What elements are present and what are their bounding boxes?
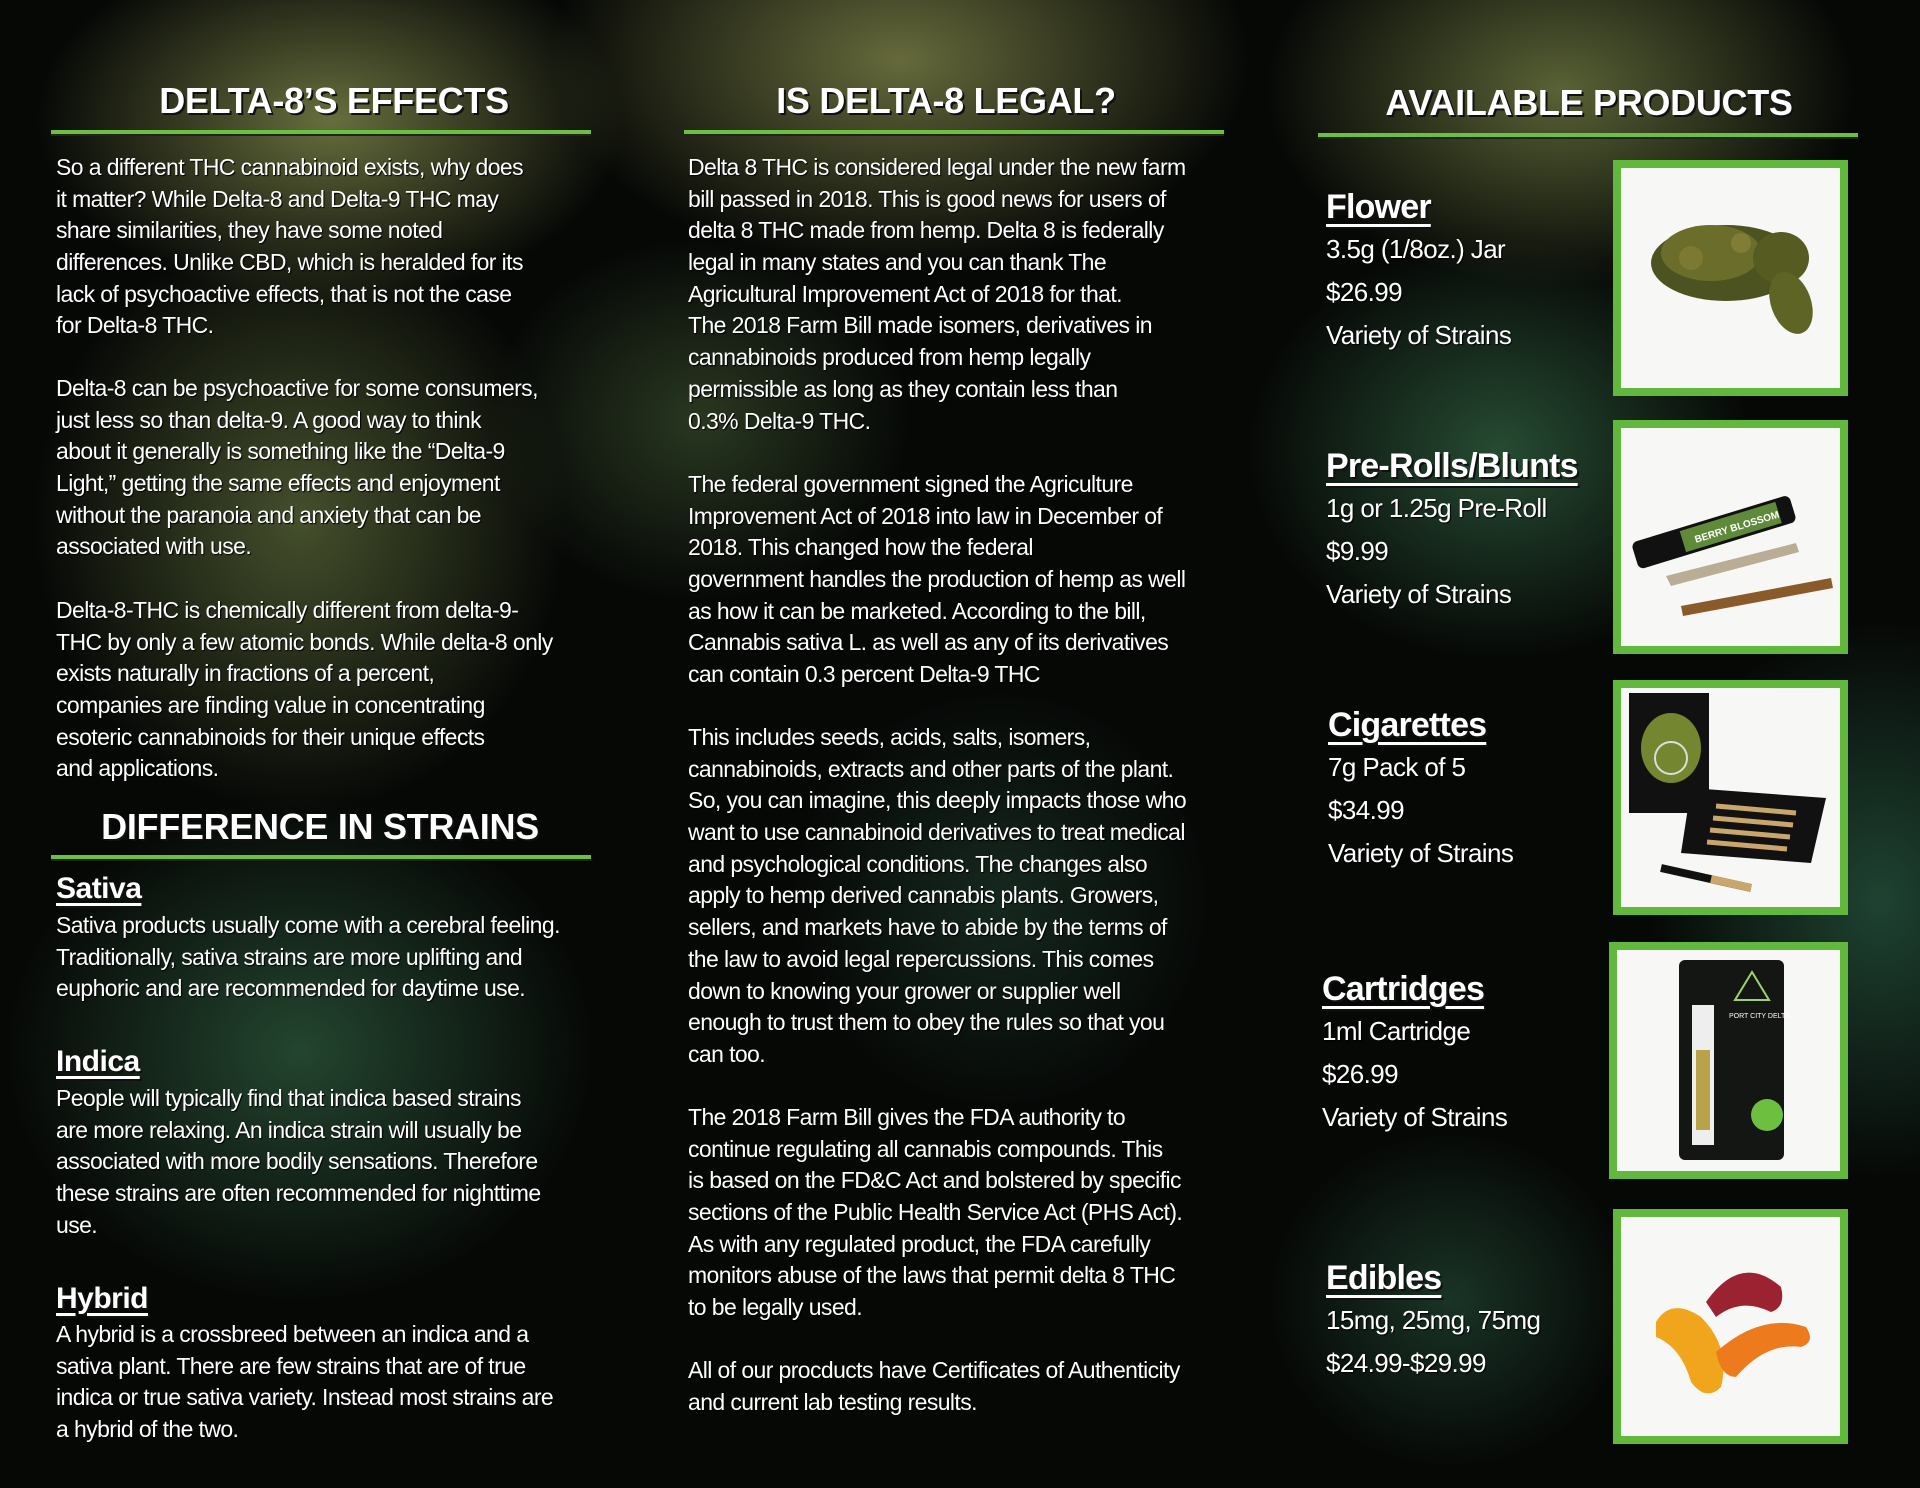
text-line: and psychological conditions. The changes also — [688, 850, 1148, 877]
text-line: Light,” getting the same effects and enjoyment — [56, 470, 500, 497]
legal-heading: IS DELTA-8 LEGAL? — [776, 80, 1116, 121]
text-line: down to knowing your grower or supplier well — [688, 977, 1121, 1004]
product-variety: Variety of Strains — [1326, 579, 1512, 609]
text-line: government handles the production of hemp as well — [688, 566, 1186, 593]
text-line: use. — [56, 1211, 98, 1238]
text-line: THC by only a few atomic bonds. While delta-8 only — [56, 628, 553, 655]
product-price: $24.99-$29.99 — [1326, 1348, 1486, 1378]
text-line: and applications. — [56, 755, 219, 782]
text-line: The 2018 Farm Bill made isomers, derivatives in — [688, 312, 1152, 339]
product-size: 7g Pack of 5 — [1328, 752, 1466, 782]
strain-description — [56, 910, 560, 1005]
product-title-cartridges: Cartridges — [1322, 970, 1485, 1008]
text-line: can contain 0.3 percent Delta-9 THC — [688, 661, 1040, 688]
text-line: Delta-8-THC is chemically different from delta-9- — [56, 597, 519, 623]
text-line: the law to avoid legal repercussions. This comes — [688, 945, 1154, 972]
text-line: sellers, and markets have to abide by the terms of — [688, 914, 1167, 941]
text-line: 0.3% Delta-9 THC. — [688, 407, 871, 434]
text-line: Cannabis sativa L. as well as any of its derivatives — [688, 629, 1169, 656]
strain-description — [56, 1319, 553, 1446]
paragraph — [688, 1102, 1182, 1324]
text-line: A hybrid is a crossbreed between an indica and a — [56, 1321, 529, 1347]
text-line: is based on the FD&C Act and bolstered by specific — [688, 1167, 1181, 1194]
text-line: exists naturally in fractions of a percent, — [56, 660, 435, 687]
product-title-flower: Flower — [1326, 188, 1431, 226]
text-line: So a different THC cannabinoid exists, why does — [56, 154, 524, 180]
paragraph — [56, 595, 553, 785]
heading-divider — [51, 130, 591, 134]
text-line: companies are finding value in concentrating — [56, 692, 485, 719]
text-line: continue regulating all cannabis compounds. This — [688, 1135, 1163, 1162]
text-line: sativa plant. There are few strains that are of true — [56, 1352, 526, 1379]
text-line: legal in many states and you can thank The — [688, 249, 1107, 276]
product-size: 3.5g (1/8oz.) Jar — [1326, 234, 1506, 264]
product-price: $9.99 — [1326, 536, 1389, 566]
text-line: 2018. This changed how the federal — [688, 534, 1033, 561]
text-line: The 2018 Farm Bill gives the FDA authority to — [688, 1104, 1126, 1130]
text-line: as how it can be marketed. According to the bill, — [688, 597, 1146, 624]
text-line: just less so than delta-9. A good way to think — [56, 406, 482, 433]
cartridge-image — [1609, 942, 1848, 1179]
product-title-edibles: Edibles — [1326, 1259, 1442, 1297]
flower-image — [1613, 160, 1848, 396]
text-line: All of our procducts have Certificates of Authenticity — [688, 1357, 1180, 1383]
text-line: are more relaxing. An indica strain will usually be — [56, 1116, 522, 1143]
product-title-cigarettes: Cigarettes — [1328, 706, 1487, 744]
effects-heading: DELTA-8’S EFFECTS — [159, 80, 509, 121]
text-line: it matter? While Delta-8 and Delta-9 THC may — [56, 185, 499, 212]
product-size: 15mg, 25mg, 75mg — [1326, 1305, 1541, 1335]
pre-roll-tube-label: BERRY BLOSSOM — [1693, 509, 1781, 546]
text-line: and current lab testing results. — [688, 1388, 977, 1415]
cartridge-brand-label: PORT CITY DELTA — [1729, 1013, 1790, 1020]
paragraph — [688, 1355, 1180, 1418]
text-line: these strains are often recommended for nighttime — [56, 1180, 541, 1207]
text-line: People will typically find that indica based strains — [56, 1085, 521, 1111]
text-line: enough to trust them to obey the rules so that you — [688, 1009, 1165, 1036]
text-line: monitors abuse of the laws that permit delta 8 THC — [688, 1262, 1176, 1289]
heading-divider — [684, 130, 1224, 134]
paragraph — [56, 373, 538, 563]
text-line: As with any regulated product, the FDA carefully — [688, 1230, 1151, 1257]
text-line: Delta-8 can be psychoactive for some consumers, — [56, 375, 538, 401]
product-variety: Variety of Strains — [1328, 838, 1514, 868]
text-line: This includes seeds, acids, salts, isomers, — [688, 724, 1091, 750]
text-line: apply to hemp derived cannabis plants. Growers, — [688, 882, 1159, 909]
text-line: want to use cannabinoid derivatives to treat medical — [688, 819, 1185, 846]
text-line: associated with more bodily sensations. Therefore — [56, 1148, 538, 1175]
paragraph — [56, 152, 523, 342]
strain-title-indica: Indica — [56, 1045, 140, 1078]
product-variety: Variety of Strains — [1322, 1102, 1508, 1132]
text-line: So, you can imagine, this deeply impacts those who — [688, 787, 1187, 814]
text-line: The federal government signed the Agriculture — [688, 471, 1133, 497]
product-size: 1g or 1.25g Pre-Roll — [1326, 493, 1547, 523]
strain-description — [56, 1083, 541, 1241]
strain-title-hybrid: Hybrid — [56, 1282, 149, 1315]
text-line: differences. Unlike CBD, which is heralded for its — [56, 249, 523, 276]
product-size: 1ml Cartridge — [1322, 1016, 1471, 1046]
text-line: bill passed in 2018. This is good news for users of — [688, 185, 1166, 212]
products-heading: AVAILABLE PRODUCTS — [1385, 82, 1793, 123]
text-line: Sativa products usually come with a cerebral feeling. — [56, 912, 560, 938]
text-line: permissible as long as they contain less than — [688, 375, 1118, 402]
text-line: Agricultural Improvement Act of 2018 for that. — [688, 280, 1122, 307]
pre-roll-image — [1613, 420, 1848, 654]
strains-heading: DIFFERENCE IN STRAINS — [101, 806, 539, 847]
text-line: euphoric and are recommended for daytime use. — [56, 975, 526, 1002]
text-line: esoteric cannabinoids for their unique effects — [56, 723, 485, 750]
text-line: Delta 8 THC is considered legal under the new farm — [688, 154, 1186, 180]
text-line: sections of the Public Health Service Act (PHS Act). — [688, 1199, 1183, 1226]
text-line: Improvement Act of 2018 into law in December of — [688, 502, 1163, 529]
product-variety: Variety of Strains — [1326, 320, 1512, 350]
text-line: about it generally is something like the “Delta-9 — [56, 438, 505, 465]
product-price: $34.99 — [1328, 795, 1404, 825]
cigarettes-image — [1613, 680, 1848, 915]
text-line: to be legally used. — [688, 1294, 863, 1321]
paragraph — [688, 469, 1185, 691]
text-line: share similarities, they have some noted — [56, 217, 443, 244]
product-price: $26.99 — [1322, 1059, 1398, 1089]
heading-divider — [1318, 133, 1858, 137]
text-line: Traditionally, sativa strains are more uplifting and — [56, 943, 523, 970]
text-line: cannabinoids, extracts and other parts of the plant. — [688, 755, 1174, 782]
text-line: indica or true sativa variety. Instead most strains are — [56, 1384, 554, 1411]
text-line: without the paranoia and anxiety that can be — [56, 501, 481, 528]
text-line: a hybrid of the two. — [56, 1416, 239, 1443]
text-line: lack of psychoactive effects, that is not the case — [56, 280, 512, 307]
edibles-image — [1613, 1209, 1848, 1444]
product-title-pre-rolls-blunts: Pre-Rolls/Blunts — [1326, 447, 1578, 485]
product-price: $26.99 — [1326, 277, 1402, 307]
text-line: for Delta-8 THC. — [56, 312, 214, 339]
heading-divider — [51, 855, 591, 859]
text-line: associated with use. — [56, 533, 252, 560]
paragraph — [688, 152, 1186, 437]
text-line: delta 8 THC made from hemp. Delta 8 is federally — [688, 217, 1164, 244]
strain-title-sativa: Sativa — [56, 872, 142, 905]
text-line: can too. — [688, 1040, 766, 1067]
text-line: cannabinoids produced from hemp legally — [688, 344, 1091, 371]
paragraph — [688, 722, 1186, 1071]
